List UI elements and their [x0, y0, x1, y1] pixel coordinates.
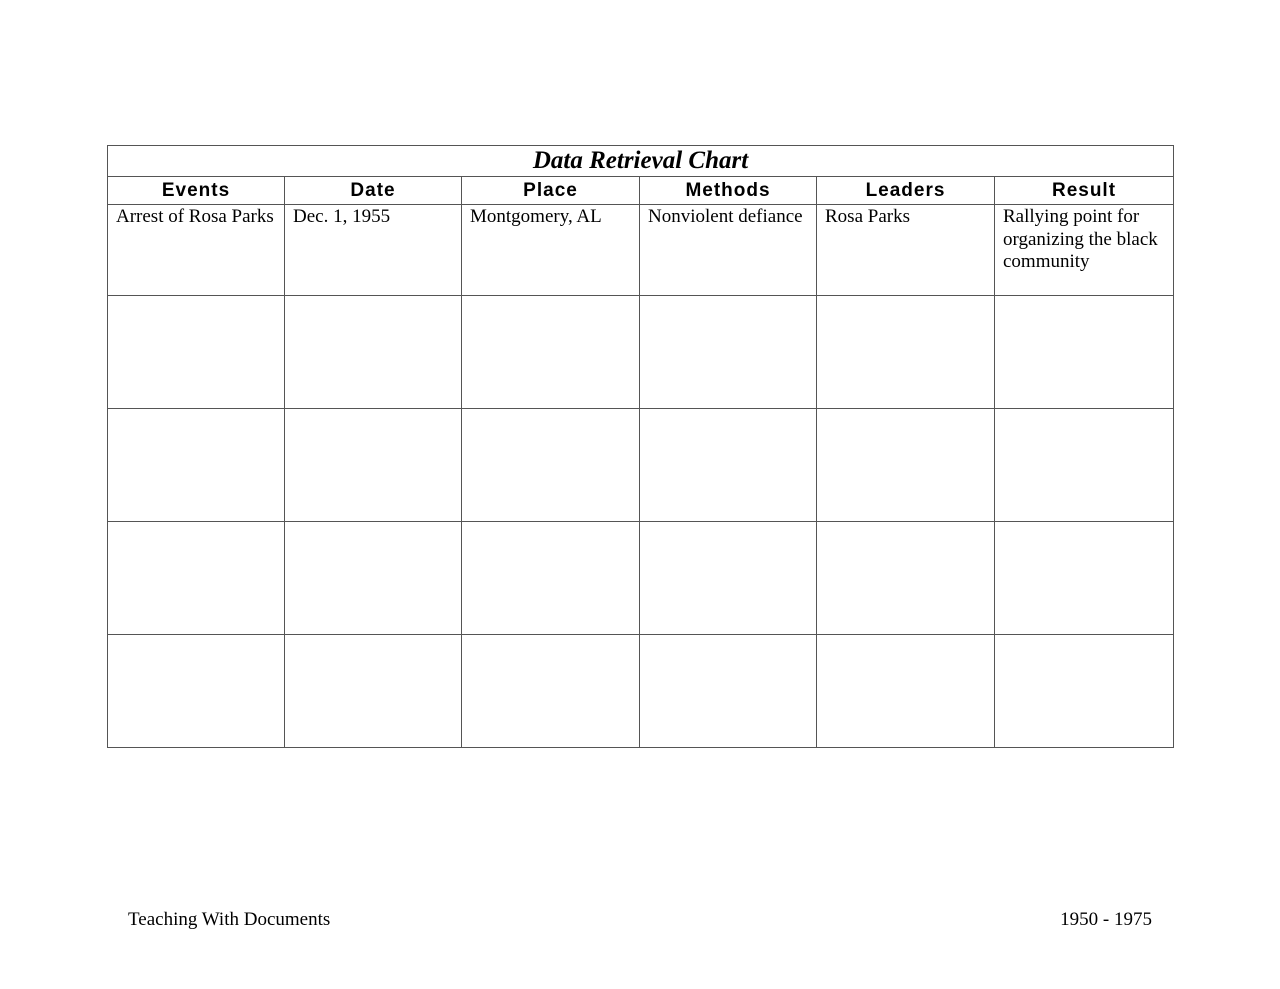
column-header-result: Result	[995, 177, 1174, 205]
table-cell-date: Dec. 1, 1955	[285, 205, 462, 296]
column-header-date: Date	[285, 177, 462, 205]
table-cell-date	[285, 409, 462, 522]
table-cell-leaders	[817, 522, 995, 635]
table-cell-methods	[640, 296, 817, 409]
chart-title: Data Retrieval Chart	[108, 146, 1174, 177]
table-cell-events: Arrest of Rosa Parks	[108, 205, 285, 296]
table-cell-leaders	[817, 296, 995, 409]
table-cell-leaders	[817, 635, 995, 748]
column-header-methods: Methods	[640, 177, 817, 205]
table-cell-place	[462, 296, 640, 409]
column-header-events: Events	[108, 177, 285, 205]
table-cell-result	[995, 522, 1174, 635]
footer-date-range: 1950 - 1975	[1060, 909, 1152, 930]
title-row	[108, 146, 1174, 177]
table-row	[108, 635, 1174, 748]
table-cell-methods	[640, 635, 817, 748]
table-cell-date	[285, 635, 462, 748]
table-row	[108, 296, 1174, 409]
footer-source: Teaching With Documents	[128, 909, 331, 930]
table-cell-methods: Nonviolent defiance	[640, 205, 817, 296]
table-row	[108, 522, 1174, 635]
table-cell-leaders: Rosa Parks	[817, 205, 995, 296]
table-cell-result	[995, 296, 1174, 409]
column-header-place: Place	[462, 177, 640, 205]
data-retrieval-chart	[107, 145, 1174, 748]
header-row	[108, 177, 1174, 205]
table-cell-events	[108, 522, 285, 635]
table-cell-leaders	[817, 409, 995, 522]
table-cell-result	[995, 409, 1174, 522]
table-cell-place	[462, 522, 640, 635]
table-row	[108, 205, 1174, 296]
table-cell-events	[108, 635, 285, 748]
table-cell-date	[285, 296, 462, 409]
table-cell-methods	[640, 522, 817, 635]
table-cell-date	[285, 522, 462, 635]
table-cell-methods	[640, 409, 817, 522]
table-row	[108, 409, 1174, 522]
column-header-leaders: Leaders	[817, 177, 995, 205]
table-cell-result: Rallying point for organizing the black community	[995, 205, 1174, 296]
table-cell-place	[462, 409, 640, 522]
table-cell-events	[108, 296, 285, 409]
table-cell-events	[108, 409, 285, 522]
table-cell-place	[462, 635, 640, 748]
table-cell-place: Montgomery, AL	[462, 205, 640, 296]
table-cell-result	[995, 635, 1174, 748]
